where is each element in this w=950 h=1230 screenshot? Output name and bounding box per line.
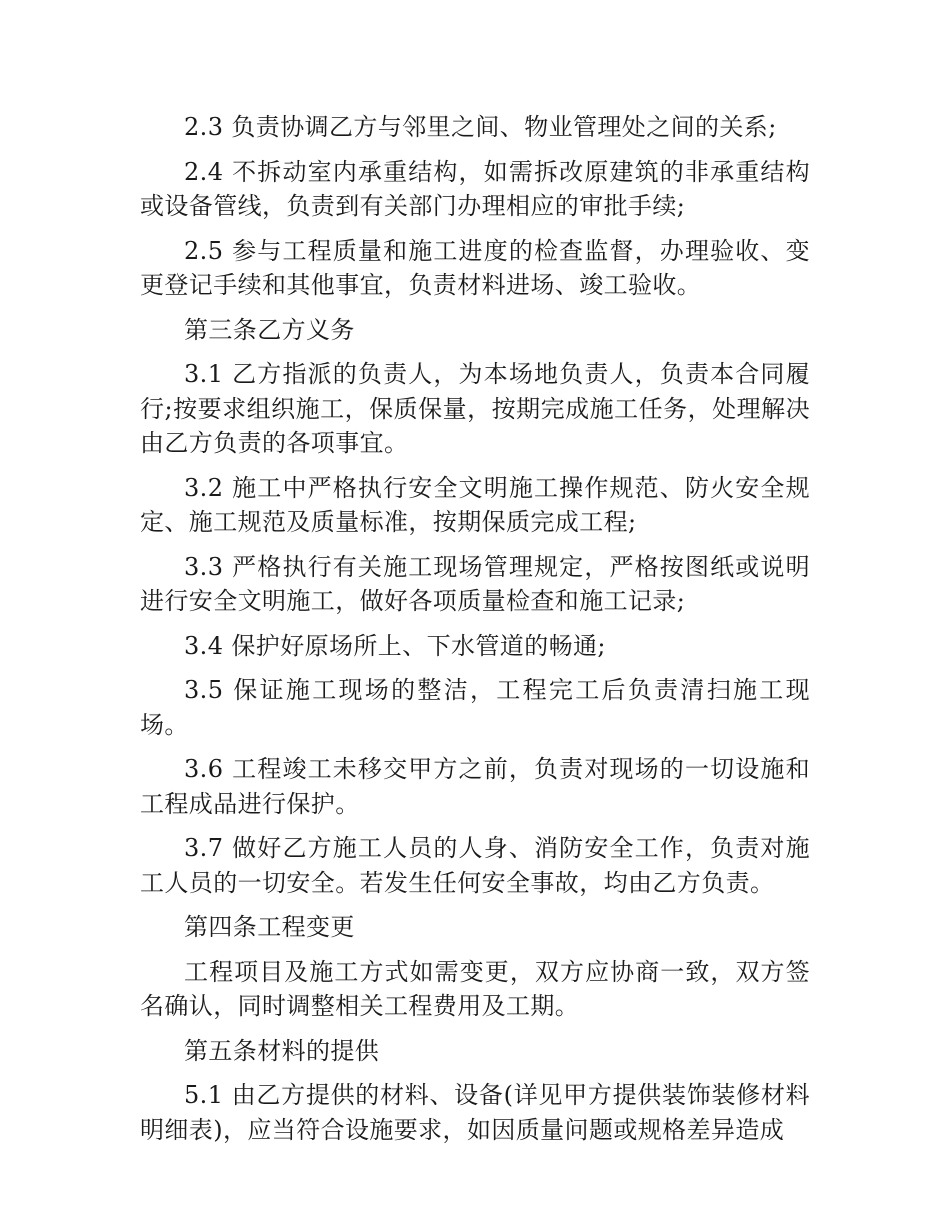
clause-2-3: 2.3 负责协调乙方与邻里之间、物业管理处之间的关系; <box>184 113 777 141</box>
section-heading-article-5: 第五条材料的提供 <box>184 1036 380 1065</box>
clause-3-7: 3.7 做好乙方施工人员的人身、消防安全工作，负责对施工人员的一切安全。若发生任何安全事故，均由乙方负责。 <box>140 834 810 897</box>
clause-2-4: 2.4 不拆动室内承重结构，如需拆改原建筑的非承重结构或设备管线，负责到有关部门办理相应的审批手续; <box>140 157 810 220</box>
clause-3-3: 3.3 严格执行有关施工现场管理规定，严格按图纸或说明进行安全文明施工，做好各项质量检查和施工记录; <box>140 552 810 615</box>
section-heading-article-4: 第四条工程变更 <box>184 913 355 941</box>
clause-3-4: 3.4 保护好原场所上、下水管道的畅通; <box>184 631 606 660</box>
section-heading-article-3: 第三条乙方义务 <box>184 315 355 344</box>
clause-3-6: 3.6 工程竣工未移交甲方之前，负责对现场的一切设施和工程成品进行保护。 <box>140 755 810 818</box>
clause-4-body: 工程项目及施工方式如需变更，双方应协商一致，双方签名确认，同时调整相关工程费用及工期。 <box>140 957 810 1020</box>
clause-2-5: 2.5 参与工程质量和施工进度的检查监督，办理验收、变更登记手续和其他事宜，负责材料进场、竣工验收。 <box>140 236 810 299</box>
clause-3-1: 3.1 乙方指派的负责人，为本场地负责人，负责本合同履行;按要求组织施工，保质保量，按期完成施工任务，处理解决由乙方负责的各项事宜。 <box>140 360 810 457</box>
clause-3-5: 3.5 保证施工现场的整洁，工程完工后负责清扫施工现场。 <box>140 676 810 739</box>
clause-5-1: 5.1 由乙方提供的材料、设备(详见甲方提供装饰装修材料明细表)，应当符合设施要求，如因质量问题或规格差异造成 <box>140 1081 810 1144</box>
clause-3-2: 3.2 施工中严格执行安全文明施工操作规范、防火安全规定、施工规范及质量标准，按期保质完成工程; <box>140 473 810 536</box>
